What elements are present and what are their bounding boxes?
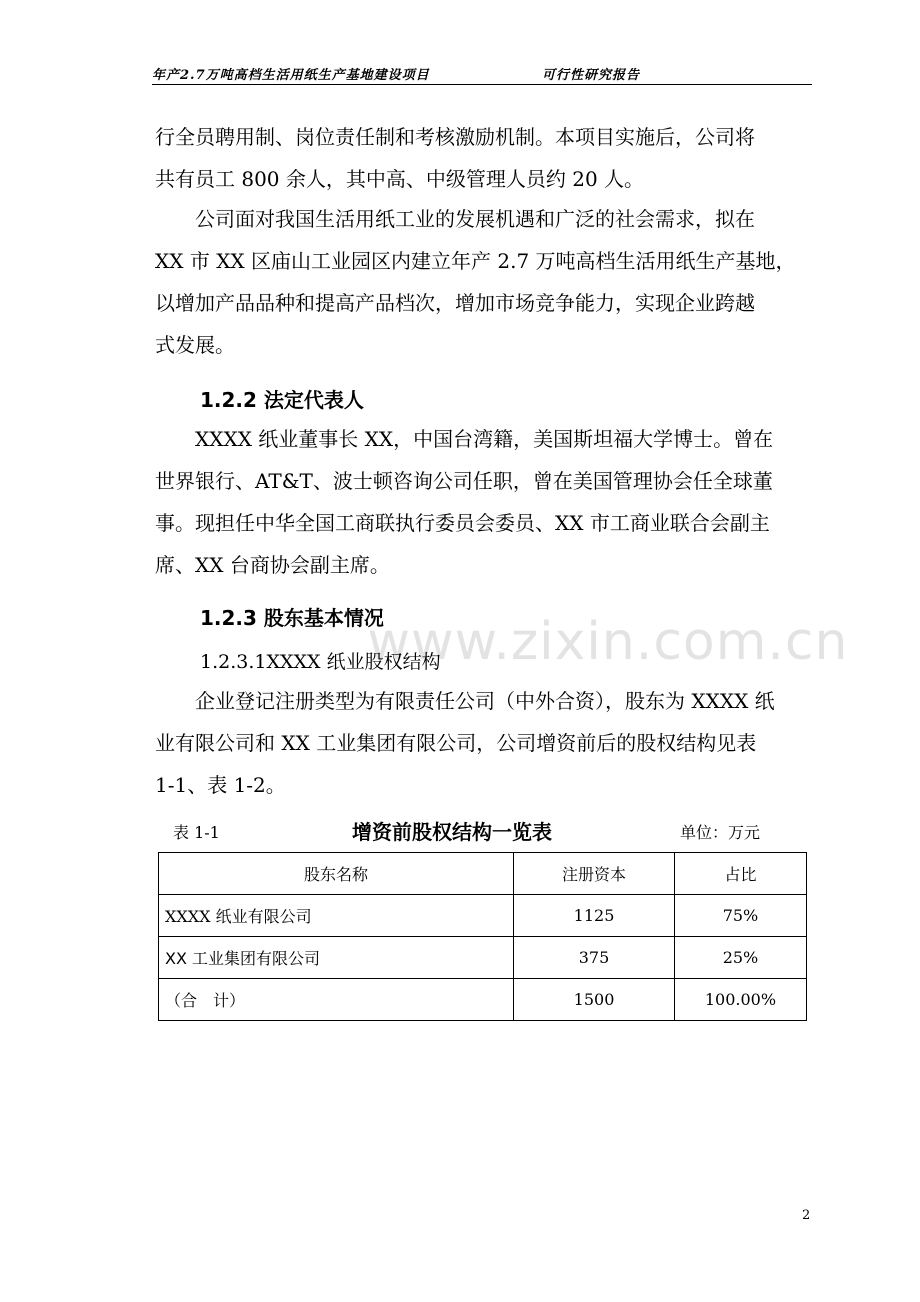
table-label: 表 1-1	[173, 823, 220, 842]
header-project-title: 年产2.7万吨高档生活用纸生产基地建设项目	[152, 68, 430, 83]
page-number: 2	[802, 1208, 811, 1223]
table-title: 增资前股权结构一览表	[352, 820, 552, 844]
subsection-heading-equity: 1.2.3.1XXXX 纸业股权结构	[200, 651, 441, 673]
column-header-capital: 注册资本	[514, 853, 675, 895]
text-line: 共有员工 800 余人，其中高、中级管理人员约 20 人。	[155, 167, 645, 191]
cell-ratio: 75%	[674, 895, 806, 937]
page-header	[152, 62, 812, 85]
section-heading-shareholders: 1.2.3 股东基本情况	[200, 606, 384, 630]
cell-ratio: 25%	[674, 937, 806, 979]
text-line: 业有限公司和 XX 工业集团有限公司，公司增资前后的股权结构见表	[155, 731, 757, 755]
equity-structure-table	[158, 852, 807, 1021]
text-line: XXXX 纸业董事长 XX，中国台湾籍，美国斯坦福大学博士。曾在	[155, 427, 774, 451]
paragraph-registration	[155, 680, 815, 806]
text-line: 事。现担任中华全国工商联执行委员会委员、XX 市工商业联合会副主	[155, 511, 770, 535]
cell-total-ratio: 100.00%	[674, 979, 806, 1021]
table-row	[159, 895, 807, 937]
text-line: 式发展。	[155, 333, 235, 357]
table-total-row	[159, 979, 807, 1021]
table-header-row	[159, 853, 807, 895]
cell-total-label: （合 计）	[159, 979, 514, 1021]
cell-shareholder: XXXX 纸业有限公司	[159, 895, 514, 937]
cell-total-capital: 1500	[514, 979, 675, 1021]
column-header-shareholder: 股东名称	[159, 853, 514, 895]
section-heading-legal-rep: 1.2.2 法定代表人	[200, 388, 364, 412]
cell-shareholder: XX 工业集团有限公司	[159, 937, 514, 979]
cell-capital: 375	[514, 937, 675, 979]
text-line: 企业登记注册类型为有限责任公司（中外合资），股东为 XXXX 纸	[155, 689, 775, 713]
text-line: 以增加产品品种和提高产品档次，增加市场竞争能力，实现企业跨越	[155, 291, 755, 315]
text-line: 世界银行、AT&T、波士顿咨询公司任职，曾在美国管理协会任全球董	[155, 469, 773, 493]
text-line: 公司面对我国生活用纸工业的发展机遇和广泛的社会需求，拟在	[155, 207, 755, 231]
table-unit: 单位：万元	[680, 823, 761, 842]
watermark: www.zixin.com.cn	[367, 612, 849, 672]
text-line: XX 市 XX 区庙山工业园区内建立年产 2.7 万吨高档生活用纸生产基地，	[155, 249, 796, 273]
cell-capital: 1125	[514, 895, 675, 937]
text-line: 行全员聘用制、岗位责任制和考核激励机制。本项目实施后，公司将	[155, 125, 755, 149]
column-header-ratio: 占比	[674, 853, 806, 895]
text-line: 席、XX 台商协会副主席。	[155, 553, 390, 577]
paragraph-legal-rep	[155, 418, 815, 586]
text-line: 1-1、表 1-2。	[155, 773, 286, 797]
paragraph-staffing	[155, 116, 815, 200]
paragraph-project-plan	[155, 198, 815, 366]
table-row	[159, 937, 807, 979]
header-report-type: 可行性研究报告	[542, 68, 641, 83]
